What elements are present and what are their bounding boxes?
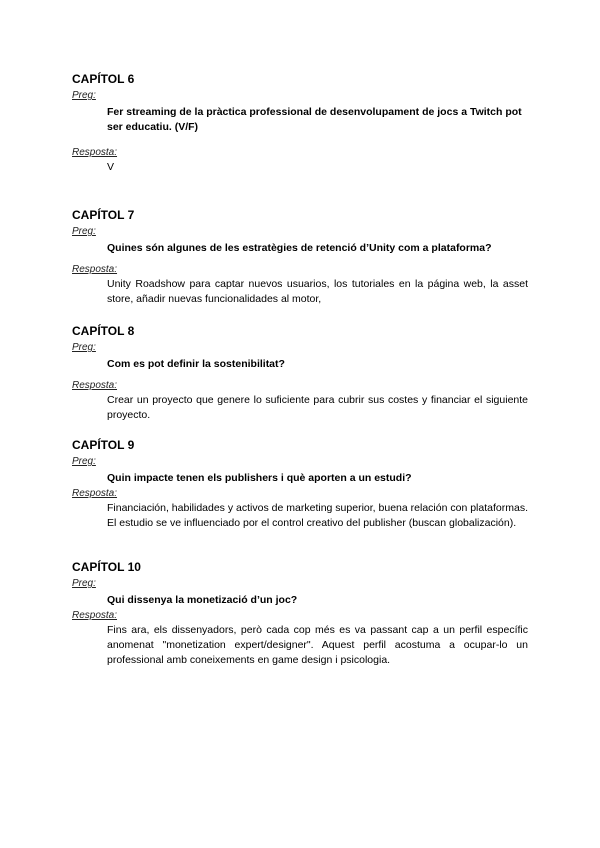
chapter-10 (72, 560, 528, 668)
answer-label: Resposta: (72, 264, 118, 275)
answer-label: Resposta: (72, 380, 118, 391)
question-text: Fer streaming de la pràctica professional de desenvolupament de jocs a Twitch pot ser educatiu. (V/F) (107, 106, 522, 133)
answer-text: Unity Roadshow para captar nuevos usuarios, los tutoriales en la página web, la asset store, añadir nuevas funcionalidades al motor, (107, 278, 528, 305)
question-text: Quines són algunes de les estratègies de retenció d’Unity com a plataforma? (107, 242, 492, 254)
question-label: Preg: (72, 456, 96, 467)
chapter-title: CAPÍTOL 10 (72, 560, 141, 574)
answer-text: Fins ara, els dissenyadors, però cada cop més es va passant cap a un perfil específic anomenat "monetization expert/designer". Aquest perfil acostuma a ocupar-lo un professional amb coneixements en game design i psicologia. (107, 624, 528, 666)
answer-text: Financiación, habilidades y activos de marketing superior, buena relación con plataformas. El estudio se ve influenciado por el control creativo del publisher (buscan globalización). (107, 502, 528, 529)
question-text: Qui dissenya la monetizació d’un joc? (107, 594, 298, 606)
question-label: Preg: (72, 90, 96, 101)
answer-text: Crear un proyecto que genere lo suficiente para cubrir sus costes y financiar el siguiente proyecto. (107, 394, 528, 421)
answer-label: Resposta: (72, 147, 118, 158)
chapter-title: CAPÍTOL 8 (72, 324, 135, 338)
question-text: Com es pot definir la sostenibilitat? (107, 358, 285, 370)
question-label: Preg: (72, 226, 96, 237)
question-label: Preg: (72, 578, 96, 589)
answer-label: Resposta: (72, 488, 118, 499)
question-label: Preg: (72, 342, 96, 353)
chapter-9 (72, 438, 528, 531)
chapter-7 (72, 208, 528, 307)
chapter-8 (72, 324, 528, 423)
chapter-title: CAPÍTOL 7 (72, 208, 135, 222)
chapter-title: CAPÍTOL 6 (72, 72, 135, 86)
answer-text: V (107, 161, 115, 173)
question-text: Quin impacte tenen els publishers i què aporten a un estudi? (107, 472, 412, 484)
chapter-title: CAPÍTOL 9 (72, 438, 135, 452)
chapter-6 (72, 72, 528, 175)
answer-label: Resposta: (72, 610, 118, 621)
